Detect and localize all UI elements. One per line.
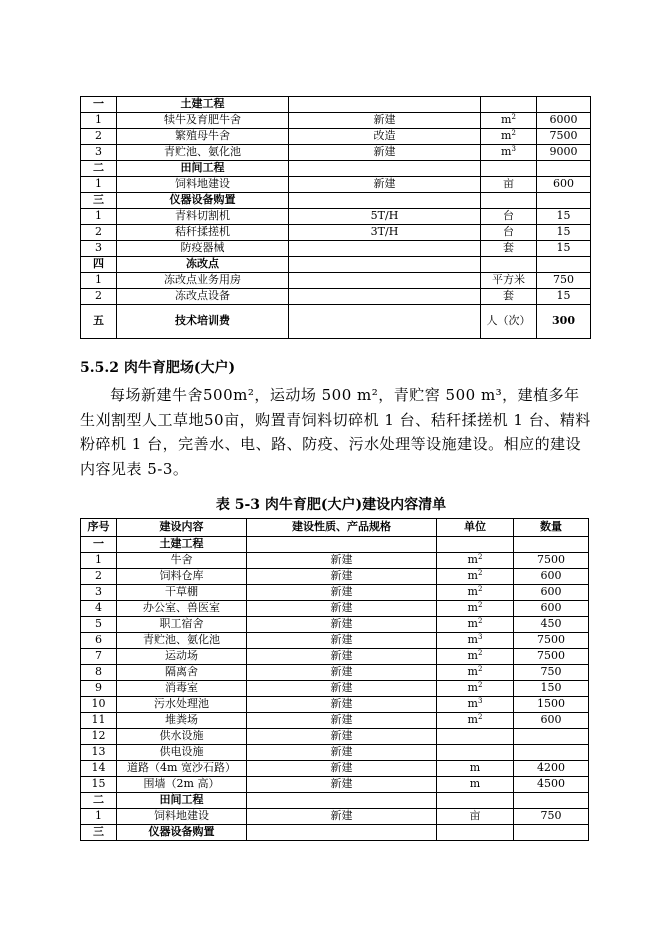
table-row (81, 729, 589, 745)
content-cell: 围墙（2m 高） (117, 777, 247, 793)
table-row (81, 161, 591, 177)
content-cell: 饲料地建设 (117, 809, 247, 825)
type-cell (289, 257, 481, 273)
unit-cell: $m^2$ (437, 649, 514, 665)
table-row (81, 649, 589, 665)
quantity-cell: 7500 (537, 129, 591, 145)
type-cell: 新建 (247, 665, 437, 681)
column-header: 序号 (81, 519, 117, 537)
table-row (81, 633, 589, 649)
table-row (81, 825, 589, 841)
type-cell: 新建 (247, 809, 437, 825)
row-number-cell: 2 (81, 225, 117, 241)
unit-cell: $m^2$ (437, 569, 514, 585)
unit-cell: $m^2$ (437, 601, 514, 617)
content-cell: 仪器设备购置 (117, 193, 289, 209)
row-number-cell: 11 (81, 713, 117, 729)
quantity-cell: 750 (514, 809, 589, 825)
table-row (81, 193, 591, 209)
column-header: 建设内容 (117, 519, 247, 537)
content-cell: 仪器设备购置 (117, 825, 247, 841)
unit-cell: $m^3$ (481, 145, 537, 161)
row-number-cell: 7 (81, 649, 117, 665)
content-cell: 冻改点业务用房 (117, 273, 289, 289)
row-number-cell: 三 (81, 193, 117, 209)
content-cell: 冻改点设备 (117, 289, 289, 305)
unit-superscript: 2 (511, 113, 516, 122)
row-number-cell: 1 (81, 177, 117, 193)
content-cell: 牛舍 (117, 553, 247, 569)
content-cell: 饲料地建设 (117, 177, 289, 193)
column-header: 数量 (514, 519, 589, 537)
table-row (81, 129, 591, 145)
type-cell (247, 537, 437, 553)
type-cell: 新建 (289, 177, 481, 193)
quantity-cell (537, 161, 591, 177)
table-row (81, 665, 589, 681)
table-row (81, 569, 589, 585)
content-cell: 防疫器械 (117, 241, 289, 257)
unit-cell: 亩 (437, 809, 514, 825)
quantity-cell (514, 745, 589, 761)
table-row (81, 585, 589, 601)
type-cell (289, 241, 481, 257)
table-row (81, 113, 591, 129)
quantity-cell (514, 729, 589, 745)
unit-cell (481, 257, 537, 273)
content-cell: 犊牛及育肥牛舍 (117, 113, 289, 129)
content-cell: 田间工程 (117, 161, 289, 177)
table-row (81, 289, 591, 305)
type-cell (289, 305, 481, 339)
row-number-cell: 9 (81, 681, 117, 697)
content-cell: 职工宿舍 (117, 617, 247, 633)
type-cell: 3T/H (289, 225, 481, 241)
unit-cell (437, 793, 514, 809)
unit-superscript: 2 (477, 665, 483, 674)
unit-cell: 亩 (481, 177, 537, 193)
table-row (81, 601, 589, 617)
quantity-cell: 6000 (537, 113, 591, 129)
type-cell: 新建 (247, 601, 437, 617)
row-number-cell: 3 (81, 241, 117, 257)
unit-cell: $m^2$ (437, 585, 514, 601)
quantity-cell: 15 (537, 225, 591, 241)
row-number-cell: 3 (81, 145, 117, 161)
quantity-cell (537, 193, 591, 209)
quantity-cell: 1500 (514, 697, 589, 713)
row-number-cell: 1 (81, 113, 117, 129)
row-number-cell: 四 (81, 257, 117, 273)
column-header: 单位 (437, 519, 514, 537)
row-number-cell: 1 (81, 553, 117, 569)
unit-cell: m (437, 761, 514, 777)
table-1-body (81, 97, 591, 339)
unit-cell (437, 825, 514, 841)
content-cell: 堆粪场 (117, 713, 247, 729)
type-cell: 新建 (247, 585, 437, 601)
type-cell: 新建 (289, 113, 481, 129)
table-row (81, 713, 589, 729)
content-cell: 消毒室 (117, 681, 247, 697)
type-cell: 新建 (247, 713, 437, 729)
quantity-cell: 300 (537, 305, 591, 339)
type-cell: 新建 (247, 553, 437, 569)
content-cell: 青贮池、氨化池 (117, 633, 247, 649)
content-cell: 污水处理池 (117, 697, 247, 713)
type-cell (289, 289, 481, 305)
quantity-cell (514, 825, 589, 841)
unit-cell: $m^2$ (437, 553, 514, 569)
type-cell (247, 825, 437, 841)
table-row (81, 809, 589, 825)
quantity-cell: 9000 (537, 145, 591, 161)
row-number-cell: 12 (81, 729, 117, 745)
table-row (81, 225, 591, 241)
content-cell: 道路（4m 宽沙石路） (117, 761, 247, 777)
unit-cell (481, 161, 537, 177)
type-cell: 新建 (247, 745, 437, 761)
unit-cell: $m^2$ (437, 665, 514, 681)
unit-cell: 人（次） (481, 305, 537, 339)
unit-cell: $m^3$ (437, 697, 514, 713)
type-cell (289, 273, 481, 289)
content-cell: 运动场 (117, 649, 247, 665)
unit-superscript: 2 (477, 553, 483, 562)
section-heading: 5.5.2 肉牛育肥场(大户) (80, 360, 236, 376)
quantity-cell: 750 (514, 665, 589, 681)
quantity-cell: 450 (514, 617, 589, 633)
table-row (81, 145, 591, 161)
type-cell (289, 161, 481, 177)
table-row (81, 681, 589, 697)
table-row (81, 553, 589, 569)
type-cell: 新建 (247, 697, 437, 713)
content-cell: 饲料仓库 (117, 569, 247, 585)
row-number-cell: 3 (81, 585, 117, 601)
row-number-cell: 5 (81, 617, 117, 633)
unit-cell (437, 745, 514, 761)
unit-superscript: 2 (477, 601, 483, 610)
table-row (81, 777, 589, 793)
table-row (81, 761, 589, 777)
row-number-cell: 14 (81, 761, 117, 777)
unit-superscript: 3 (477, 633, 483, 642)
unit-cell: 平方米 (481, 273, 537, 289)
unit-superscript: 2 (477, 617, 483, 626)
table-row (81, 305, 591, 339)
unit-cell: $m^2$ (481, 113, 537, 129)
unit-cell: 套 (481, 289, 537, 305)
content-cell: 办公室、兽医室 (117, 601, 247, 617)
section-paragraph: 每场新建牛舍500m²，运动场 500 m²，青贮窖 500 m³，建植多年生刈割型人工草地50亩，购置青饲料切碎机 1 台、秸秆揉搓机 1 台、精料粉碎机 1 台，完善水、电、路、防疫、污水处理等设施建设。相应的建设内容见表 5-3。 (80, 386, 591, 478)
row-number-cell: 二 (81, 161, 117, 177)
row-number-cell: 一 (81, 97, 117, 113)
quantity-cell (514, 793, 589, 809)
unit-superscript: 2 (477, 681, 483, 690)
type-cell: 改造 (289, 129, 481, 145)
quantity-cell (537, 257, 591, 273)
row-number-cell: 4 (81, 601, 117, 617)
content-cell: 土建工程 (117, 97, 289, 113)
content-cell: 干草棚 (117, 585, 247, 601)
table-2 (80, 518, 589, 841)
row-number-cell: 13 (81, 745, 117, 761)
unit-superscript: 3 (477, 697, 483, 706)
table-1 (80, 96, 591, 339)
unit-cell: 台 (481, 209, 537, 225)
row-number-cell: 1 (81, 273, 117, 289)
quantity-cell: 600 (537, 177, 591, 193)
type-cell: 新建 (247, 569, 437, 585)
table-row (81, 793, 589, 809)
quantity-cell: 15 (537, 241, 591, 257)
quantity-cell (514, 537, 589, 553)
unit-cell: $m^2$ (481, 129, 537, 145)
content-cell: 供水设施 (117, 729, 247, 745)
unit-cell: $m^2$ (437, 713, 514, 729)
quantity-cell: 150 (514, 681, 589, 697)
quantity-cell: 750 (537, 273, 591, 289)
unit-superscript: 2 (477, 585, 483, 594)
table-row (81, 241, 591, 257)
type-cell (289, 97, 481, 113)
type-cell: 新建 (247, 649, 437, 665)
content-cell: 青贮池、氨化池 (117, 145, 289, 161)
unit-cell: m (437, 777, 514, 793)
type-cell (247, 793, 437, 809)
unit-cell (481, 193, 537, 209)
unit-superscript: 2 (477, 713, 483, 722)
type-cell: 新建 (247, 729, 437, 745)
type-cell: 5T/H (289, 209, 481, 225)
row-number-cell: 1 (81, 209, 117, 225)
quantity-cell: 600 (514, 569, 589, 585)
unit-cell (437, 729, 514, 745)
unit-cell (437, 537, 514, 553)
unit-superscript: 2 (511, 129, 516, 138)
table-2-body (81, 519, 589, 841)
type-cell: 新建 (247, 633, 437, 649)
column-header: 建设性质、产品规格 (247, 519, 437, 537)
content-cell: 供电设施 (117, 745, 247, 761)
quantity-cell: 15 (537, 289, 591, 305)
type-cell: 新建 (289, 145, 481, 161)
type-cell: 新建 (247, 681, 437, 697)
unit-superscript: 2 (477, 569, 483, 578)
quantity-cell: 4500 (514, 777, 589, 793)
unit-superscript: 2 (477, 649, 483, 658)
content-cell: 田间工程 (117, 793, 247, 809)
quantity-cell: 600 (514, 585, 589, 601)
content-cell: 青料切割机 (117, 209, 289, 225)
row-number-cell: 15 (81, 777, 117, 793)
unit-cell: 台 (481, 225, 537, 241)
table-row (81, 257, 591, 273)
row-number-cell: 10 (81, 697, 117, 713)
unit-superscript: 3 (511, 145, 516, 154)
table-row (81, 617, 589, 633)
quantity-cell: 7500 (514, 553, 589, 569)
table-row (81, 97, 591, 113)
quantity-cell: 600 (514, 601, 589, 617)
content-cell: 土建工程 (117, 537, 247, 553)
content-cell: 秸秆揉搓机 (117, 225, 289, 241)
row-number-cell: 一 (81, 537, 117, 553)
row-number-cell: 1 (81, 809, 117, 825)
row-number-cell: 6 (81, 633, 117, 649)
table-row (81, 537, 589, 553)
table-row (81, 697, 589, 713)
table-row (81, 209, 591, 225)
type-cell: 新建 (247, 761, 437, 777)
quantity-cell: 7500 (514, 649, 589, 665)
unit-cell: 套 (481, 241, 537, 257)
row-number-cell: 2 (81, 569, 117, 585)
unit-cell (481, 97, 537, 113)
row-number-cell: 三 (81, 825, 117, 841)
content-cell: 冻改点 (117, 257, 289, 273)
table-header-row (81, 519, 589, 537)
type-cell: 新建 (247, 777, 437, 793)
content-cell: 技术培训费 (117, 305, 289, 339)
unit-cell: $m^2$ (437, 617, 514, 633)
content-cell: 隔离舍 (117, 665, 247, 681)
unit-cell: $m^3$ (437, 633, 514, 649)
row-number-cell: 2 (81, 289, 117, 305)
type-cell: 新建 (247, 617, 437, 633)
unit-cell: $m^2$ (437, 681, 514, 697)
row-number-cell: 2 (81, 129, 117, 145)
quantity-cell: 600 (514, 713, 589, 729)
content-cell: 繁殖母牛舍 (117, 129, 289, 145)
row-number-cell: 二 (81, 793, 117, 809)
quantity-cell: 15 (537, 209, 591, 225)
quantity-cell (537, 97, 591, 113)
row-number-cell: 8 (81, 665, 117, 681)
quantity-cell: 7500 (514, 633, 589, 649)
row-number-cell: 五 (81, 305, 117, 339)
table-row (81, 177, 591, 193)
type-cell (289, 193, 481, 209)
quantity-cell: 4200 (514, 761, 589, 777)
table-row (81, 273, 591, 289)
table-2-caption: 表 5-3 肉牛育肥(大户)建设内容清单 (215, 497, 447, 513)
table-row (81, 745, 589, 761)
